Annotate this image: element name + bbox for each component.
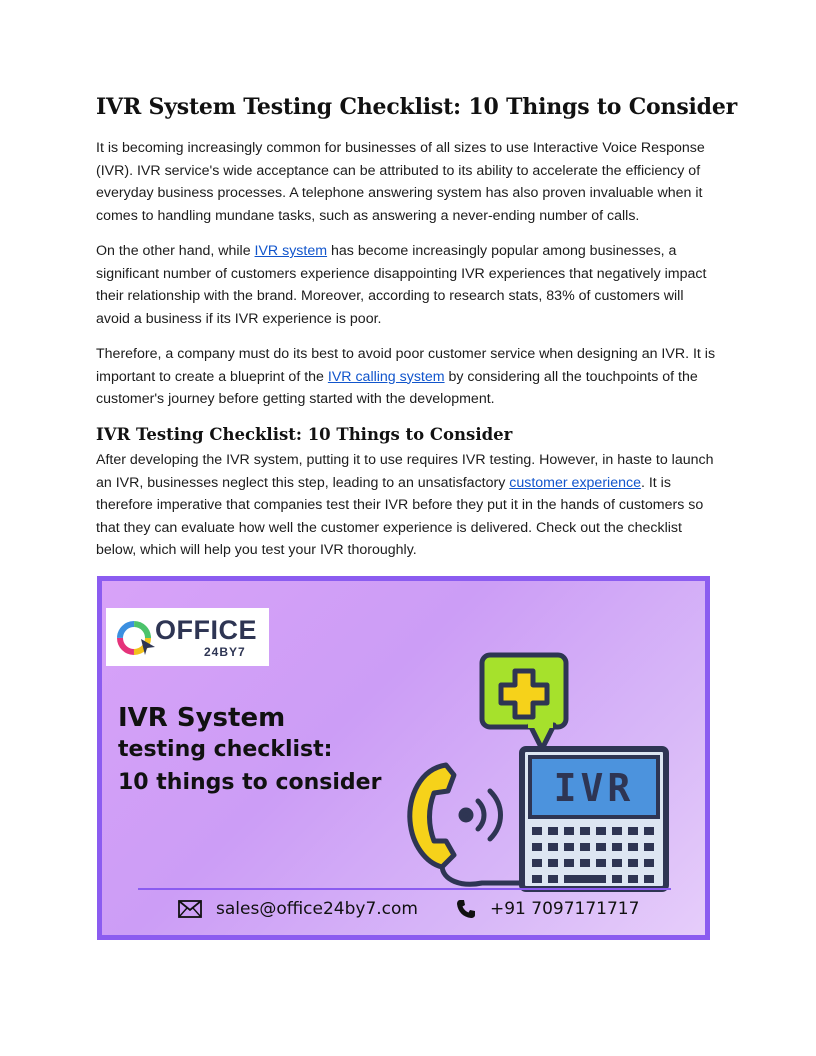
banner-title: IVR System xyxy=(118,703,286,733)
phone-number: +91 7097171717 xyxy=(490,899,640,919)
telephone-handset-icon xyxy=(410,765,524,884)
banner-divider xyxy=(138,888,671,890)
intro-paragraph: It is becoming increasingly common for businesses of all sizes to use Interactive Voice Response (IVR). IVR service's wide acceptance can be attributed to its ability to accelerate the efficiency of everyday business processes. A telephone answering system has also proven invaluable when it comes to handling mundane tasks, such as answering a never-ending number of calls. xyxy=(96,140,705,224)
email-address: sales@office24by7.com xyxy=(216,899,418,919)
paragraph-3-text-a: Therefore, a company must do its best to avoid poor customer service when designing an IVR. It is important to create a blueprint of the xyxy=(96,346,716,385)
contact-email xyxy=(178,896,418,922)
contact-phone xyxy=(456,896,639,922)
logo-office-text: OFFICE xyxy=(155,615,257,645)
phone-icon xyxy=(456,899,476,919)
paragraph-3 xyxy=(96,343,720,411)
banner-subtitle-line-2: 10 things to consider xyxy=(118,770,382,795)
paragraph-2 xyxy=(96,240,720,330)
logo-mark-icon xyxy=(115,617,157,659)
banner-subtitle-line-1: testing checklist: xyxy=(118,737,333,762)
paragraph-4-text-a: After developing the IVR system, putting it to use requires IVR testing. However, in haste to launch an IVR, businesses neglect this step, leading to an unsatisfactory xyxy=(96,452,714,491)
paragraph-4 xyxy=(96,449,720,562)
ivr-calling-system-link[interactable]: IVR calling system xyxy=(327,368,445,385)
envelope-icon xyxy=(178,900,202,918)
paragraph-2-text-a: On the other hand, while xyxy=(96,243,255,259)
device-screen-text: IVR xyxy=(553,766,635,810)
ivr-device-icon xyxy=(522,749,666,889)
ivr-system-link[interactable]: IVR system xyxy=(254,243,328,259)
sound-waves-icon xyxy=(461,791,501,839)
paragraph-4-text-b: . It is therefore imperative that companies test their IVR before they put it in the hands of customers so that they can evaluate how well the customer experience is delivered. Check out the checklist below, which will help you test your IVR thoroughly. xyxy=(96,474,704,559)
paragraph-3-text-b: by considering all the touchpoints of the customer's journey before getting started with the development. xyxy=(96,368,698,408)
promo-banner-image xyxy=(97,576,710,940)
paragraph-2-text-b: has become increasingly popular among businesses, a significant number of customers experience disappointing IVR experiences that negatively impact their relationship with the brand. Moreover, according to research stats, 83% of customers will avoid a business if its IVR experience is poor. xyxy=(96,243,707,327)
logo-24by7-text: 24BY7 xyxy=(204,645,246,659)
plus-chat-bubble-icon xyxy=(482,655,566,749)
section-heading: IVR Testing Checklist: 10 Things to Consider xyxy=(96,425,513,444)
office24by7-logo xyxy=(106,608,269,666)
ivr-illustration xyxy=(402,649,672,899)
customer-experience-link[interactable]: customer experience xyxy=(509,474,641,491)
page-title: IVR System Testing Checklist: 10 Things to Consider xyxy=(96,94,738,120)
